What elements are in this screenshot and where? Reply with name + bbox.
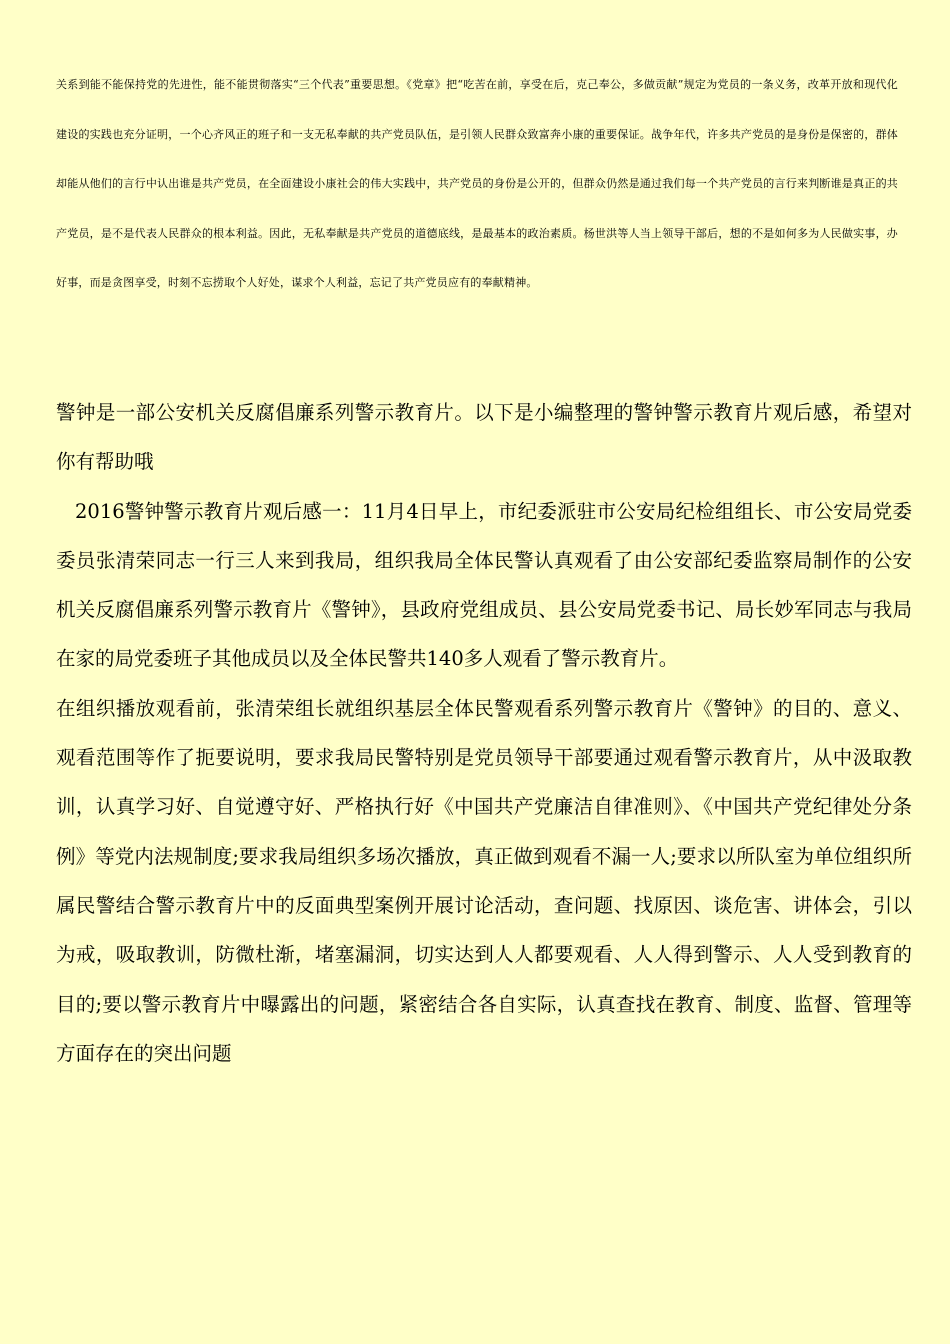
main-text-block bbox=[56, 388, 912, 1078]
essay-paragraph-1: 2016警钟警示教育片观后感一：11月4日早上，市纪委派驻市公安局纪检组组长、市公安局党委委员张清荣同志一行三人来到我局，组织我局全体民警认真观看了由公安部纪委监察局制作的公安机关反腐倡廉系列警示教育片《警钟》，县政府党组成员、县公安局党委书记、局长妙军同志与我局在家的局党委班子其他成员以及全体民警共140多人观看了警示教育片。 bbox=[56, 499, 912, 671]
intro-paragraph: 关系到能不能保持党的先进性，能不能贯彻落实“三个代表”重要思想。《党章》把“吃苦在前，享受在后，克己奉公，多做贡献”规定为党员的一条义务，改革开放和现代化建设的实践也充分证明，一个心齐风正的班子和一支无私奉献的共产党员队伍，是引领人民群众致富奔小康的重要保证。战争年代，许多共产党员的是身份是保密的，群体却能从他们的言行中认出谁是共产党员，在全面建设小康社会的伟大实践中，共产党员的身份是公开的，但群众仍然是通过我们每一个共产党员的言行来判断谁是真正的共产党员，是不是代表人民群众的根本利益。因此，无私奉献是共产党员的道德底线，是最基本的政治素质。杨世洪等人当上领导干部后，想的不是如何多为人民做实事，办好事，而是贪图享受，时刻不忘捞取个人好处，谋求个人利益，忘记了共产党员应有的奉献精神。 bbox=[56, 78, 898, 290]
essay-paragraph-2: 在组织播放观看前，张清荣组长就组织基层全体民警观看系列警示教育片《警钟》的目的、意义、观看范围等作了扼要说明，要求我局民警特别是党员领导干部要通过观看警示教育片，从中汲取教训，认真学习好、自觉遵守好、严格执行好《中国共产党廉洁自律准则》、《中国共产党纪律处分条例》等党内法规制度;要求我局组织多场次播放，真正做到观看不漏一人;要求以所队室为单位组织所属民警结合警示教育片中的反面典型案例开展讨论活动，查问题、找原因、谈危害、讲体会，引以为戒，吸取教训，防微杜渐，堵塞漏洞，切实达到人人都要观看、人人得到警示、人人受到教育的目的;要以警示教育片中曝露出的问题，紧密结合各自实际，认真查找在教育、制度、监督、管理等方面存在的突出问题 bbox=[56, 696, 912, 1065]
summary-paragraph: 警钟是一部公安机关反腐倡廉系列警示教育片。以下是小编整理的警钟警示教育片观后感，希望对你有帮助哦 bbox=[56, 401, 912, 474]
